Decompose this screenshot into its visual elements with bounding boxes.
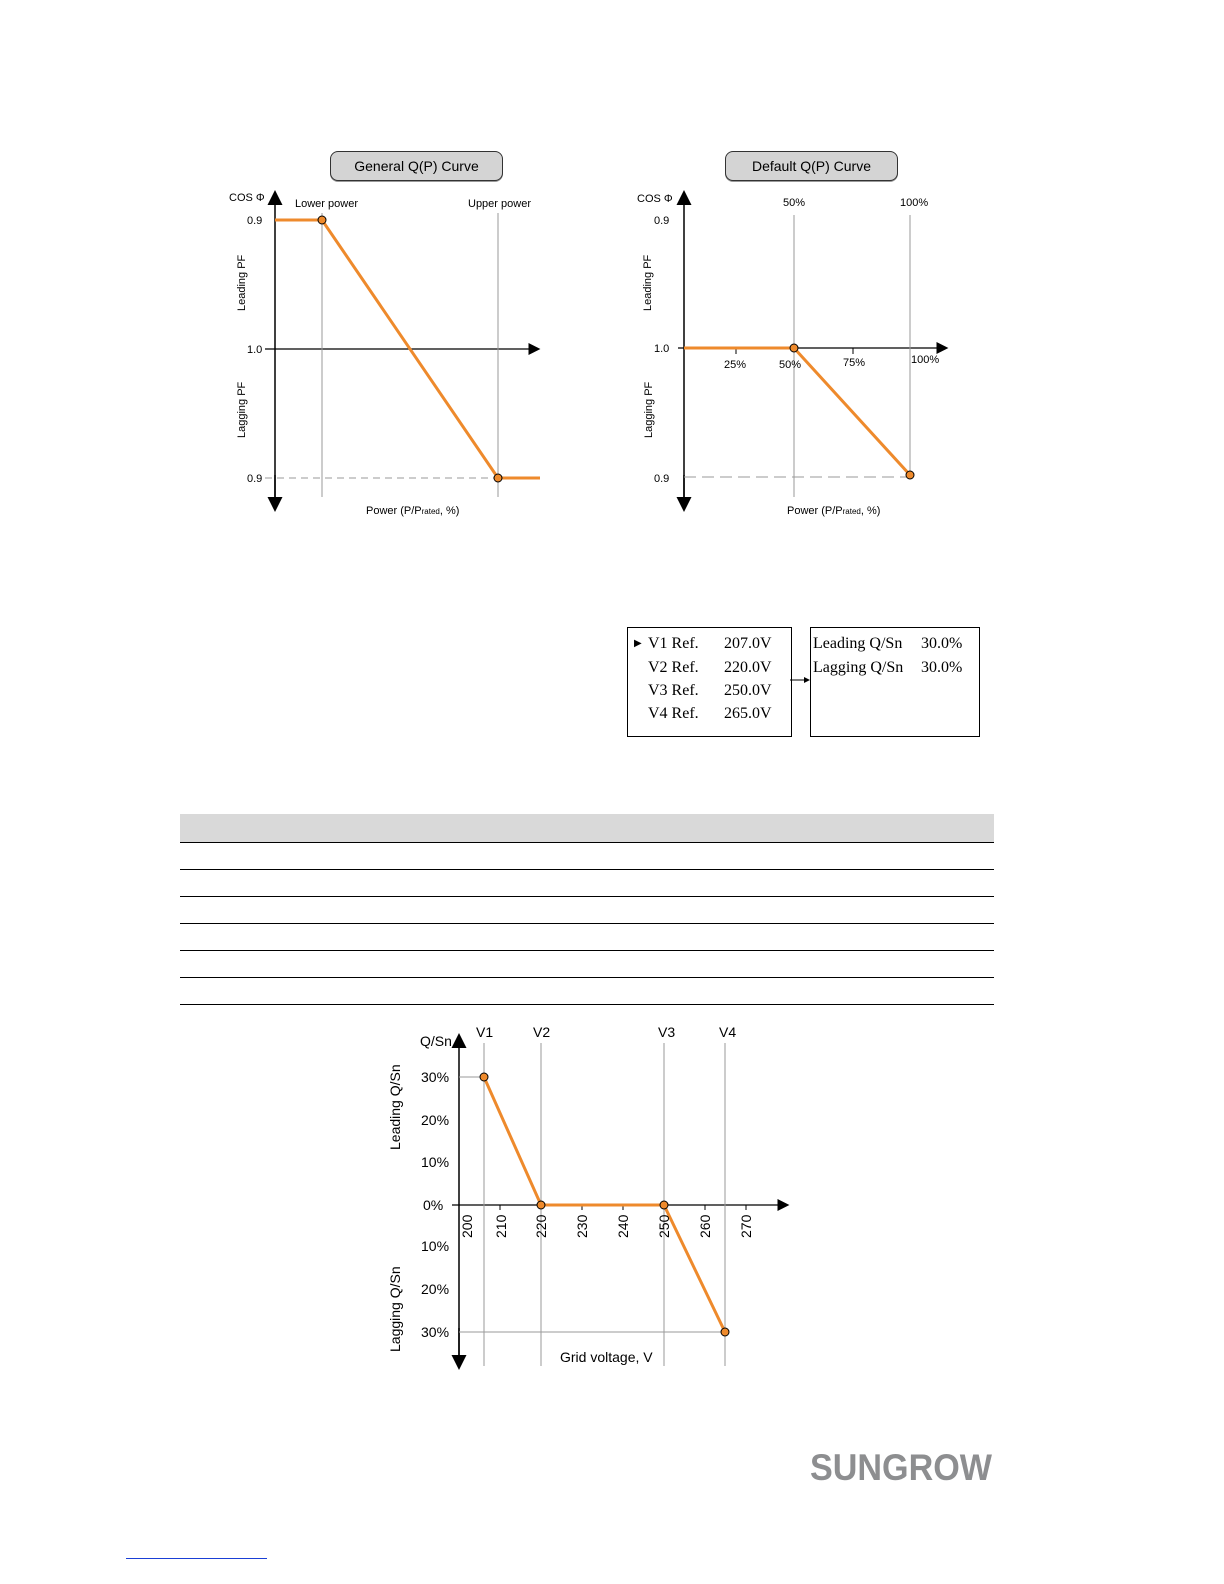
lcd-row-lagging[interactable]: [811, 657, 979, 679]
lcd-row-v2[interactable]: [628, 657, 791, 679]
qu-xtick-270: 270: [738, 1214, 754, 1238]
general-leading-label: Leading PF: [236, 254, 248, 311]
table-rule: [180, 923, 994, 924]
qu-ytick-30-bottom: 30%: [421, 1324, 450, 1340]
qu-point-v3: [660, 1201, 668, 1209]
default-qp-chart: [628, 185, 958, 525]
general-tick-bottom: 0.9: [247, 473, 263, 485]
qu-point-v2: [537, 1201, 545, 1209]
lcd-row-v3[interactable]: [628, 680, 791, 702]
cursor-arrow-icon: ▶: [634, 638, 642, 649]
lcd-value: 250.0V: [724, 682, 772, 699]
lcd-q-limits: [810, 627, 980, 737]
general-lagging-label: Lagging PF: [236, 381, 248, 438]
lcd-label: V4 Ref.: [648, 705, 699, 722]
lcd-value: 30.0%: [921, 659, 963, 676]
general-tick-mid: 1.0: [247, 344, 263, 356]
general-upper-power-label: Upper power: [468, 198, 531, 210]
qu-xtick-210: 210: [493, 1214, 509, 1238]
footer-link-underline[interactable]: [126, 1558, 267, 1559]
lcd-value: 265.0V: [724, 705, 772, 722]
default-top-50: 50%: [783, 197, 806, 209]
qu-xtick-220: 220: [533, 1214, 549, 1238]
sungrow-logo: [810, 1446, 994, 1486]
general-qp-title: General Q(P) Curve: [330, 151, 503, 181]
qu-ytick-0: 0%: [423, 1197, 444, 1213]
general-x-label: Power (P/Prated, %): [366, 505, 460, 517]
general-y-label: COS Φ: [229, 192, 265, 204]
lcd-label: Leading Q/Sn: [813, 635, 903, 652]
lcd-row-leading[interactable]: [811, 633, 979, 655]
qu-v1-label: V1: [476, 1024, 494, 1040]
qu-ytick-10-top: 10%: [421, 1154, 450, 1170]
default-x-label: Power (P/Prated, %): [787, 505, 881, 517]
logo-text: SUNGROW: [810, 1447, 993, 1486]
qu-xtick-240: 240: [615, 1214, 631, 1238]
general-qp-chart: [220, 185, 560, 525]
default-xtick-100: 100%: [911, 354, 940, 366]
qu-ytick-20-top: 20%: [421, 1112, 450, 1128]
lcd-connector-arrow-icon: [790, 674, 812, 686]
qu-point-v1: [480, 1073, 488, 1081]
default-y-label: COS Φ: [637, 193, 673, 205]
qu-xtick-200: 200: [459, 1214, 475, 1238]
qu-v4-label: V4: [719, 1024, 737, 1040]
default-point-100: [906, 471, 914, 479]
qu-xtick-250: 250: [656, 1214, 672, 1238]
general-point-lower: [318, 216, 326, 224]
qu-lagging-label: Lagging Q/Sn: [387, 1266, 403, 1352]
table-rule: [180, 1004, 994, 1005]
general-lower-power-label: Lower power: [295, 198, 358, 210]
lcd-voltage-refs: [627, 627, 792, 737]
table-rule: [180, 896, 994, 897]
qu-ytick-10-bottom: 10%: [421, 1238, 450, 1254]
table-rule: [180, 950, 994, 951]
default-point-50: [790, 344, 798, 352]
qu-ytick-20-bottom: 20%: [421, 1281, 450, 1297]
qu-x-label: Grid voltage, V: [560, 1349, 653, 1365]
lcd-label: V2 Ref.: [648, 659, 699, 676]
table-rule: [180, 869, 994, 870]
qu-chart: [380, 1018, 800, 1378]
lcd-label: V3 Ref.: [648, 682, 699, 699]
qu-leading-label: Leading Q/Sn: [387, 1064, 403, 1150]
lcd-value: 30.0%: [921, 635, 963, 652]
qu-y-label: Q/Sn: [420, 1033, 452, 1049]
default-tick-bottom: 0.9: [654, 473, 670, 485]
lcd-value: 207.0V: [724, 635, 772, 652]
lcd-value: 220.0V: [724, 659, 772, 676]
table-rule: [180, 842, 994, 843]
default-qp-title: Default Q(P) Curve: [725, 151, 898, 181]
default-xtick-75: 75%: [843, 357, 866, 369]
default-top-100: 100%: [900, 197, 929, 209]
lcd-label: V1 Ref.: [648, 635, 699, 652]
qu-xtick-260: 260: [697, 1214, 713, 1238]
default-xtick-50: 50%: [779, 359, 802, 371]
qu-v3-label: V3: [658, 1024, 676, 1040]
qu-point-v4: [721, 1328, 729, 1336]
qu-ytick-30-top: 30%: [421, 1069, 450, 1085]
table-header: [180, 814, 994, 842]
default-lagging-label: Lagging PF: [643, 381, 655, 438]
table-rule: [180, 977, 994, 978]
general-point-upper: [494, 474, 502, 482]
default-leading-label: Leading PF: [642, 254, 654, 311]
lcd-row-v4[interactable]: [628, 703, 791, 725]
lcd-row-v1[interactable]: [628, 633, 791, 655]
default-tick-mid: 1.0: [654, 343, 670, 355]
default-xtick-25: 25%: [724, 359, 747, 371]
qu-v2-label: V2: [533, 1024, 551, 1040]
qu-xtick-230: 230: [574, 1214, 590, 1238]
general-tick-top: 0.9: [247, 215, 263, 227]
lcd-label: Lagging Q/Sn: [813, 659, 904, 676]
default-tick-top: 0.9: [654, 215, 670, 227]
